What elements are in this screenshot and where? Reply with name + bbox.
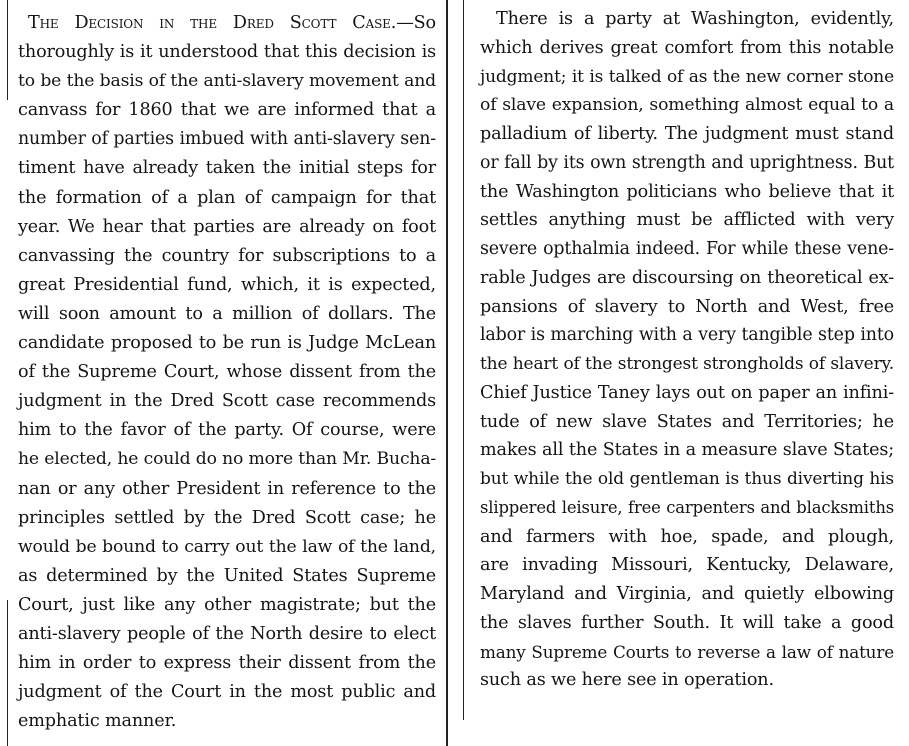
article-line: would be bound to carry out the law of the land, [18, 536, 436, 557]
article-line: as determined by the United States Supreme [18, 565, 436, 586]
article-line: or fall by its own strength and uprightness. But [480, 152, 894, 173]
article-line: —So [396, 13, 436, 33]
right-column [480, 5, 894, 695]
article-line: are invading Missouri, Kentucky, Delaware, [480, 555, 894, 576]
article-line: canvass for 1860 that we are informed that a [18, 100, 436, 121]
left-column-rule-lower [7, 600, 8, 746]
article-line: severe opthalmia indeed. For while these vene- [480, 239, 894, 259]
article-line: anti-slavery people of the North desire to elect [18, 623, 436, 644]
article-line: him to the favor of the party. Of course, were [18, 420, 436, 441]
article-line: which derives great comfort from this notable [480, 37, 894, 58]
article-line: candidate proposed to be run is Judge McLean [18, 333, 436, 354]
article-line: him in order to express their dissent from the [18, 653, 436, 674]
article-line: year. We hear that parties are already on foot [18, 216, 436, 237]
article-line: but while the old gentleman is thus diverting his [480, 469, 894, 489]
article-line: such as we here see in operation. [480, 670, 774, 691]
article-line: of the Supreme Court, whose dissent from the [18, 362, 436, 383]
article-line: timent have already taken the initial steps for [18, 158, 436, 179]
article-line: number of parties imbued with anti-slavery sen- [18, 129, 436, 150]
left-column-rule [7, 0, 8, 100]
article-line: pansions of slavery to North and West, free [480, 296, 894, 317]
article-line: Maryland and Virginia, and quietly elbowing [480, 584, 894, 604]
article-first-line [480, 5, 894, 34]
article-line: the Washington politicians who believe that it [480, 181, 894, 202]
article-heading: The Decision in the Dred Scott Case. [28, 13, 397, 33]
article-line: of slave expansion, something almost equal to a [480, 95, 894, 116]
article-line: rable Judges are discoursing on theoretical ex- [480, 267, 894, 288]
article-line: slippered leisure, free carpenters and blacksmiths [480, 497, 894, 517]
article-line: will soon amount to a million of dollars. The [18, 303, 436, 324]
article-line: principles settled by the Dred Scott case; he [18, 507, 436, 528]
article-line: settles anything must be afflicted with very [480, 210, 894, 231]
article-line: makes all the States in a measure slave States; [480, 440, 894, 461]
article-line: judgment; it is talked of as the new corner stone [480, 66, 894, 87]
article-line: thoroughly is it understood that this decision is [18, 42, 436, 63]
article-line: judgment of the Court in the most public and [18, 682, 436, 703]
article-line: and farmers with hoe, spade, and plough, [480, 526, 894, 547]
center-column-rule [446, 0, 448, 746]
article-line: the heart of the strongest strongholds of slavery. [480, 354, 894, 374]
article-line: to be the basis of the anti-slavery movement and [18, 71, 436, 92]
article-line: many Supreme Courts to reverse a law of nature [480, 641, 894, 662]
article-line: he elected, he could do no more than Mr. Bucha- [18, 449, 437, 470]
article-line: judgment in the Dred Scott case recommends [18, 391, 436, 412]
article-line: Chief Justice Taney lays out on paper an infini- [480, 382, 894, 403]
article-line: emphatic manner. [18, 711, 177, 732]
article-line: tude of new slave States and Territories; he [480, 411, 894, 432]
right-column-rule [463, 0, 464, 720]
article-line: the slaves further South. It will take a good [480, 612, 894, 633]
article-line: nan or any other President in reference to the [18, 478, 436, 499]
article-line: labor is marching with a very tangible step into [480, 325, 894, 346]
left-column [18, 9, 436, 736]
article-line: great Presidential fund, which, it is expected, [18, 274, 436, 295]
article-line: the formation of a plan of campaign for that [18, 187, 436, 208]
article-line: There is a party at Washington, evidently, [496, 9, 894, 29]
article-first-line [18, 9, 436, 38]
article-line: canvassing the country for subscriptions to a [18, 245, 436, 266]
article-line: palladium of liberty. The judgment must stand [480, 124, 894, 144]
article-line: Court, just like any other magistrate; but the [18, 594, 436, 615]
